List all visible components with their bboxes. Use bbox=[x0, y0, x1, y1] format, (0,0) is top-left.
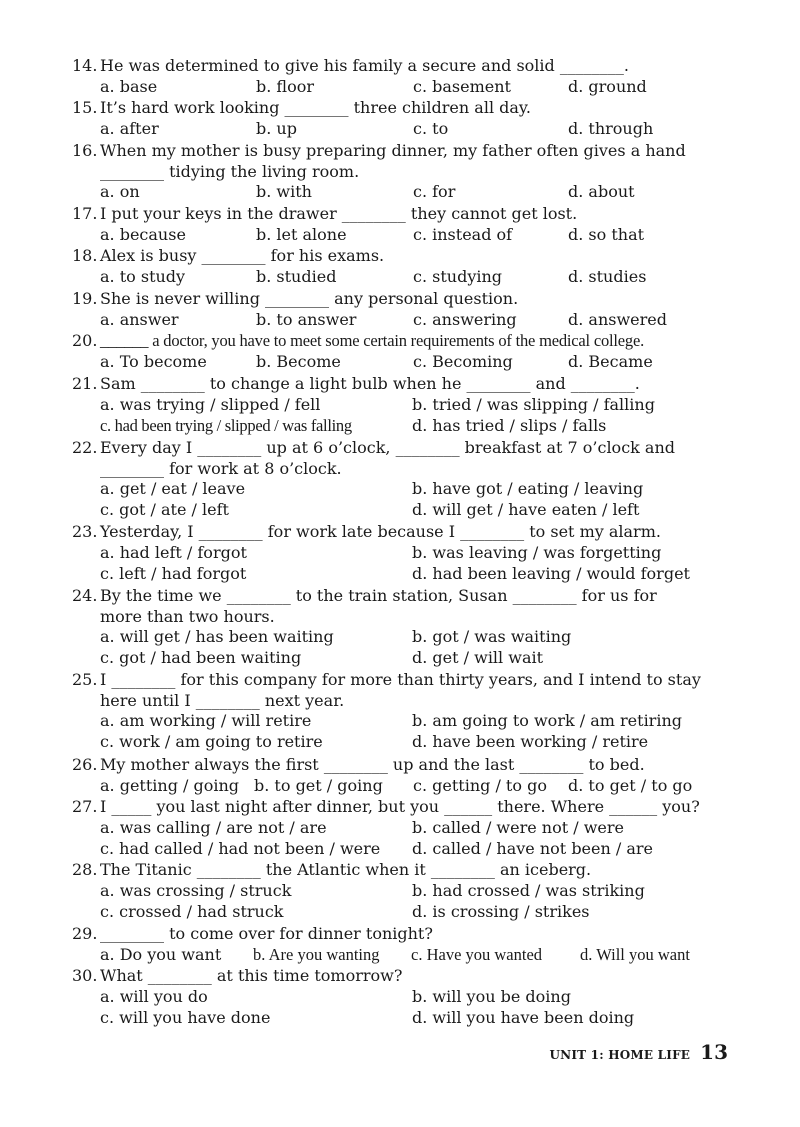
question-27 bbox=[72, 797, 737, 860]
question-22 bbox=[72, 438, 737, 521]
question-15 bbox=[72, 98, 737, 140]
option-d: d. to get / to go bbox=[568, 775, 693, 795]
question-text: Alex is busy ________ for his exams. bbox=[100, 246, 385, 265]
question-28 bbox=[72, 860, 737, 923]
option-b: b. to answer bbox=[256, 309, 357, 329]
option-c: c. getting / to go bbox=[413, 775, 547, 795]
option-b: b. up bbox=[256, 118, 297, 138]
question-text: I put your keys in the drawer ________ they cannot get lost. bbox=[100, 204, 578, 223]
question-19 bbox=[72, 289, 737, 331]
option-d: d. so that bbox=[568, 224, 645, 244]
question-text: By the time we ________ to the train station, Susan ________ for us for more than two hours. bbox=[100, 586, 657, 626]
option-a: a. was trying / slipped / fell bbox=[100, 394, 321, 414]
option-c: c. for bbox=[413, 182, 456, 201]
option-d: d. have been working / retire bbox=[412, 732, 649, 751]
question-16 bbox=[72, 141, 737, 203]
question-text: ________ to come over for dinner tonight? bbox=[100, 924, 433, 943]
question-number: 16. bbox=[72, 141, 98, 160]
option-b: b. Are you wanting bbox=[253, 944, 380, 964]
question-26 bbox=[72, 755, 737, 797]
option-b: b. floor bbox=[256, 76, 314, 96]
question-number: 17. bbox=[72, 204, 98, 223]
question-29 bbox=[72, 924, 737, 966]
question-number: 20. bbox=[72, 331, 98, 350]
unit-title: UNIT 1: HOME LIFE bbox=[549, 1048, 691, 1062]
option-c: c. had called / had not been / were bbox=[100, 838, 381, 858]
option-b: b. got / was waiting bbox=[412, 627, 572, 646]
option-d: d. through bbox=[568, 118, 654, 138]
option-a: a. am working / will retire bbox=[100, 711, 312, 730]
option-a: a. getting / going bbox=[100, 775, 240, 795]
question-text: He was determined to give his family a secure and solid ________. bbox=[100, 56, 629, 75]
option-b: b. was leaving / was forgetting bbox=[412, 542, 662, 562]
option-c: c. answering bbox=[413, 309, 517, 329]
question-number: 19. bbox=[72, 289, 98, 308]
question-number: 30. bbox=[72, 966, 98, 985]
option-d: d. Will you want bbox=[580, 944, 690, 964]
question-number: 23. bbox=[72, 522, 98, 541]
option-b: b. will you be doing bbox=[412, 986, 571, 1006]
question-25 bbox=[72, 670, 737, 753]
question-text: I ________ for this company for more than thirty years, and I intend to stay here until I ________ next year. bbox=[100, 670, 701, 710]
question-number: 22. bbox=[72, 438, 98, 457]
question-number: 15. bbox=[72, 98, 98, 117]
option-c: c. left / had forgot bbox=[100, 563, 247, 583]
option-d: d. ground bbox=[568, 76, 647, 96]
option-d: d. called / have not been / are bbox=[412, 838, 654, 858]
option-b: b. tried / was slipping / falling bbox=[412, 394, 655, 414]
question-text: ______ a doctor, you have to meet some certain requirements of the medical college. bbox=[100, 331, 644, 350]
option-a: a. after bbox=[100, 118, 159, 138]
question-number: 18. bbox=[72, 246, 98, 265]
question-text: I _____ you last night after dinner, but you ______ there. Where ______ you? bbox=[100, 797, 700, 816]
question-text: She is never willing ________ any personal question. bbox=[100, 289, 519, 308]
question-text: What ________ at this time tomorrow? bbox=[100, 966, 403, 985]
question-number: 28. bbox=[72, 860, 98, 879]
question-number: 24. bbox=[72, 586, 98, 605]
option-c: c. got / had been waiting bbox=[100, 648, 302, 667]
option-d: d. is crossing / strikes bbox=[412, 901, 590, 921]
option-b: b. have got / eating / leaving bbox=[412, 479, 644, 498]
option-b: b. to get / going bbox=[254, 775, 383, 795]
option-c: c. crossed / had struck bbox=[100, 901, 284, 921]
option-d: d. had been leaving / would forget bbox=[412, 563, 690, 583]
option-a: a. get / eat / leave bbox=[100, 479, 246, 498]
question-number: 29. bbox=[72, 924, 98, 943]
option-a: a. will get / has been waiting bbox=[100, 627, 334, 646]
option-c: c. had been trying / slipped / was falling bbox=[100, 415, 352, 435]
question-text: When my mother is busy preparing dinner, my father often gives a hand ________ tidying the living room. bbox=[100, 141, 686, 181]
option-b: b. called / were not / were bbox=[412, 817, 624, 837]
option-c: c. got / ate / left bbox=[100, 500, 229, 519]
option-c: c. basement bbox=[413, 76, 511, 96]
option-d: d. has tried / slips / falls bbox=[412, 415, 607, 435]
question-30 bbox=[72, 966, 737, 1029]
question-17 bbox=[72, 204, 737, 246]
option-c: c. Have you wanted bbox=[411, 944, 543, 964]
question-text: My mother always the first ________ up and the last ________ to bed. bbox=[100, 755, 645, 774]
option-d: d. answered bbox=[568, 309, 667, 329]
question-number: 25. bbox=[72, 670, 98, 689]
option-c: c. will you have done bbox=[100, 1007, 271, 1027]
option-a: a. answer bbox=[100, 309, 179, 329]
question-text: Every day I ________ up at 6 o’clock, ________ breakfast at 7 o’clock and ________ for work at 8 o’clock. bbox=[100, 438, 676, 478]
option-a: a. had left / forgot bbox=[100, 542, 247, 562]
option-b: b. let alone bbox=[256, 224, 347, 244]
question-text: It’s hard work looking ________ three children all day. bbox=[100, 98, 531, 117]
question-text: The Titanic ________ the Atlantic when it ________ an iceberg. bbox=[100, 860, 592, 879]
option-c: c. Becoming bbox=[413, 351, 513, 371]
question-18 bbox=[72, 246, 737, 288]
page-footer bbox=[550, 1040, 728, 1064]
option-d: d. studies bbox=[568, 266, 647, 286]
question-14 bbox=[72, 56, 737, 98]
question-number: 27. bbox=[72, 797, 98, 816]
option-b: b. am going to work / am retiring bbox=[412, 711, 682, 730]
option-a: a. on bbox=[100, 182, 140, 201]
question-23 bbox=[72, 522, 737, 585]
option-d: d. about bbox=[568, 182, 635, 201]
option-d: d. will you have been doing bbox=[412, 1007, 635, 1027]
question-text: Yesterday, I ________ for work late because I ________ to set my alarm. bbox=[100, 522, 661, 541]
question-21 bbox=[72, 374, 737, 437]
option-a: a. was calling / are not / are bbox=[100, 817, 327, 837]
option-c: c. instead of bbox=[413, 224, 513, 244]
page-number: 13 bbox=[700, 1040, 728, 1064]
option-b: b. Become bbox=[256, 351, 341, 371]
option-a: a. To become bbox=[100, 351, 207, 371]
question-24 bbox=[72, 586, 737, 669]
option-c: c. studying bbox=[413, 266, 503, 286]
option-c: c. work / am going to retire bbox=[100, 732, 323, 751]
question-number: 21. bbox=[72, 374, 98, 393]
question-number: 14. bbox=[72, 56, 98, 75]
option-a: a. because bbox=[100, 224, 186, 244]
option-a: a. base bbox=[100, 76, 158, 96]
option-b: b. with bbox=[256, 182, 312, 201]
question-text: Sam ________ to change a light bulb when he ________ and ________. bbox=[100, 374, 640, 393]
option-a: a. will you do bbox=[100, 986, 208, 1006]
option-a: a. Do you want bbox=[100, 944, 222, 964]
question-number: 26. bbox=[72, 755, 98, 774]
question-20 bbox=[72, 331, 737, 373]
option-b: b. studied bbox=[256, 266, 337, 286]
option-d: d. get / will wait bbox=[412, 648, 544, 667]
option-b: b. had crossed / was striking bbox=[412, 880, 645, 900]
option-c: c. to bbox=[413, 118, 449, 138]
option-a: a. to study bbox=[100, 266, 186, 286]
option-d: d. Became bbox=[568, 351, 653, 371]
option-a: a. was crossing / struck bbox=[100, 880, 292, 900]
option-d: d. will get / have eaten / left bbox=[412, 500, 640, 519]
